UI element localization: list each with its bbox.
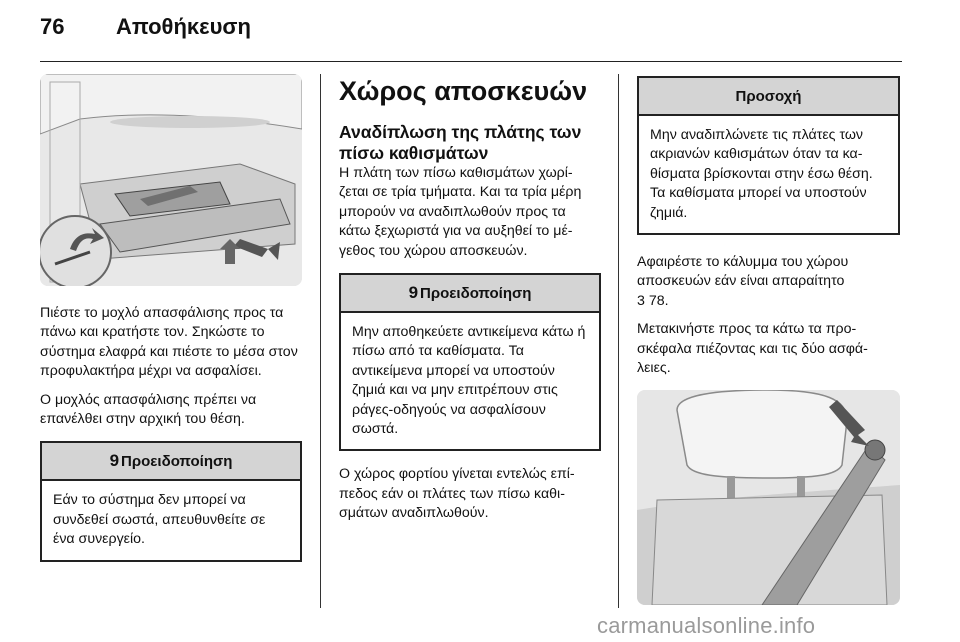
warning-triangle-icon: 9 xyxy=(408,283,419,303)
column-1 xyxy=(40,74,302,576)
caution-box-text: Μην αναδιπλώνετε τις πλάτες των ακριανών καθισμάτων όταν τα κα- θίσματα βρίσκονται στην έσω θέση. Τα καθίσματα μπορεί να υποστούν ζημιά. xyxy=(650,127,873,221)
column-2 xyxy=(339,76,601,533)
page-reference: 3 78. xyxy=(637,292,669,309)
warning-box-text: Εάν το σύστημα δεν μπορεί να συνδεθεί σωστά, απευθυνθείτε σε ένα συνεργείο. xyxy=(53,492,266,548)
warning-box xyxy=(339,273,601,451)
headrest-illustration xyxy=(637,390,900,605)
caution-box-title: Προσοχή xyxy=(735,87,802,105)
watermark: carmanualsonline.info xyxy=(597,613,816,638)
warning-box-title: Προειδοποίηση xyxy=(121,452,233,470)
subsection-heading: Αναδίπλωση της πλάτης των πίσω καθισμάτων xyxy=(339,122,582,163)
warning-box-header xyxy=(341,275,599,313)
instruction-paragraph: Πιέστε το μοχλό απασφάλισης προς τα πάνω και κρατήστε τον. Σηκώστε το σύστημα ελαφρά και πιέστε το μέσα στον προφυλακτήρα μέχρι να ασφαλίσει. xyxy=(40,305,298,380)
instruction-paragraph: Μετακινήστε προς τα κάτω τα προ- σκέφαλα πιέζοντας και τις δύο ασφά- λειες. xyxy=(637,321,868,377)
warning-box-header xyxy=(42,443,300,481)
page-number: 76 xyxy=(40,14,65,39)
column-divider xyxy=(618,74,619,608)
warning-box-title: Προειδοποίηση xyxy=(420,284,532,302)
instruction-paragraph: Ο χώρος φορτίου γίνεται εντελώς επί- πεδος εάν οι πλάτες των πίσω καθι- σμάτων αναδιπλωθούν. xyxy=(339,466,575,522)
section-heading: Χώρος αποσκευών xyxy=(339,76,588,106)
warning-box xyxy=(40,441,302,561)
instruction-paragraph: Η πλάτη των πίσω καθισμάτων χωρί- ζεται σε τρία τμήματα. Και τα τρία μέρη μπορούν να αναδιπλωθούν προς τα κάτω ξεχωριστά για να αυξηθεί το μέ- γεθος του χώρου αποσκευών. xyxy=(339,165,582,259)
towbar-illustration xyxy=(40,74,302,286)
caution-box xyxy=(637,76,900,235)
column-3 xyxy=(637,76,900,605)
instruction-paragraph: Ο μοχλός απασφάλισης πρέπει να επανέλθει στην αρχική του θέση. xyxy=(40,391,257,428)
page-section-title: Αποθήκευση xyxy=(116,14,251,39)
instruction-paragraph: Αφαιρέστε το κάλυμμα του χώρου αποσκευών εάν είναι απαραίτητο xyxy=(637,254,849,290)
warning-box-text: Μην αποθηκεύετε αντικείμενα κάτω ή πίσω από τα καθίσματα. Τα αντικείμενα μπορεί να υποστούν ζημιά και να μην επιτρέπουν στις ράγες-οδηγούς να ασφαλίσουν σωστά. xyxy=(352,324,586,438)
header-rule xyxy=(40,61,902,62)
warning-triangle-icon: 9 xyxy=(109,451,120,471)
column-divider xyxy=(320,74,321,608)
caution-box-header xyxy=(639,78,898,116)
